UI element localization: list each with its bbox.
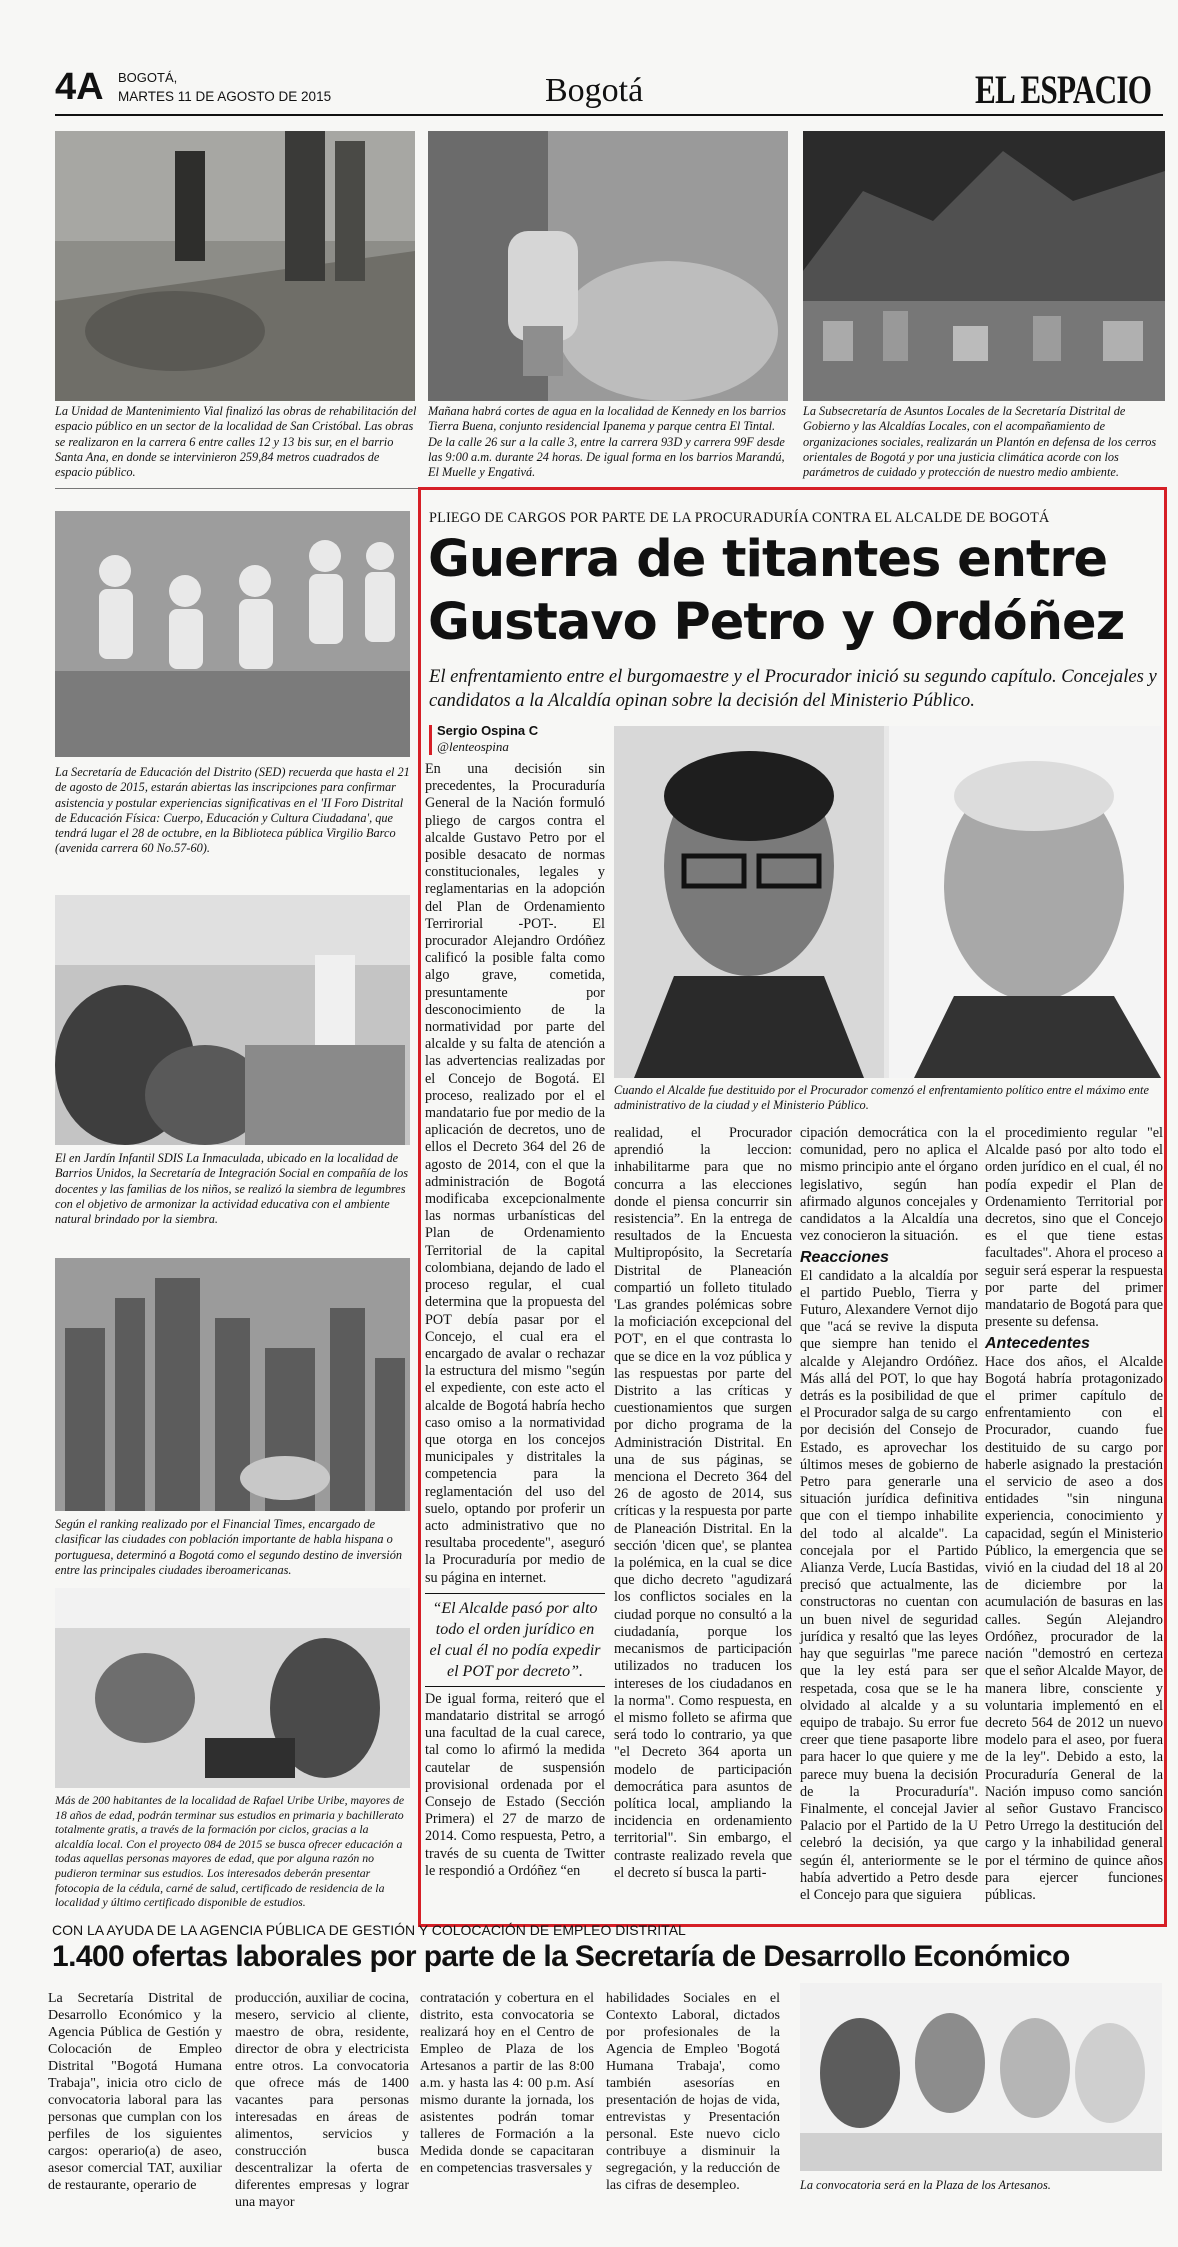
main-deck: El enfrentamiento entre el burgomaestre y el Procurador inició su segundo capítulo. Concejales y candidatos a la Alcaldía opinan sobre la decisión del Ministerio Público. <box>429 666 1157 711</box>
main-kicker: PLIEGO DE CARGOS POR PARTE DE LA PROCURADURÍA CONTRA EL ALCALDE DE BOGOTÁ <box>429 510 1050 526</box>
school-children-photo <box>55 511 410 757</box>
bottom-photo-caption: La convocatoria será en la Plaza de los Artesanos. <box>800 2178 1051 2192</box>
header-city: BOGOTÁ, <box>118 70 178 85</box>
reacciones-subhead: Reacciones <box>800 1249 889 1267</box>
main-headline-line1: Guerra de titantes entre <box>428 530 1108 589</box>
main-col-1 <box>425 761 605 1879</box>
bottom-col-4 <box>606 1990 780 2230</box>
main-col2-text: realidad, el Procurador aprendió la leccion: inhabilitarme para que no concurra a las elecciones donde el piensa concurrir sin resistencia”. En la entrega de resultados de la Encuesta Multipropósito, la Secretaría Distrital de Planeación compartió un folleto titulado 'Las grandes polémicas sobre la moficiación excepcional del POT', en el que contrasta lo que se dice en la voz pública y las respuestas por parte del Distrito a las críticas y cuestionamientos que surgen por dicho programa de la Administración Distrital. En una de sus páginas, se menciona el Decreto 364 del 26 de agosto de 2014, sus críticas y la respuesta por parte de Planeación Distrital. En la sección 'dicen que', se plantea la polémica, en la cual se dice que dicho decreto "agudizará los conflictos sociales en la ciudad porque no consultó a la ciudadanía, porque los mecanismos de participación utilizados no traducen los intereses de los ciudadanos en la norma". Como respuesta, en el mismo folleto se afirma que será todo lo contrario, ya que "el Decreto 364 aporta un modelo de participación democrática para asuntos de política local, ampliando la incidencia en ordenamiento territorial". Sin embargo, el contraste realizado revela que el decreto sí busca la parti- <box>614 1125 792 1881</box>
bottom-col-3 <box>420 1990 594 2230</box>
main-col4-text-b: Hace dos años, el Alcalde Bogotá habría protagonizado el primer capítulo de enfrentamiento con el Procurador, cuando fue destituido de su cargo por haberle asignado la prestación el servicio de aseo a dos entidades "sin ninguna experiencia, conocimiento y capacidad, según el Ministerio Público, la emergencia que se vivió en la ciudad del 18 al 20 de diciembre por la acumulación de basuras en las calles. Según Alejandro Ordóñez, procurador de la nación "demostró en certeza que el señor Alcalde Mayor, de manera libre, consciente y voluntaria implementó en el decreto 564 de 2012 un nuevo modelo para el aseo, por fuera de la ley". Debido a esto, la Procuraduría General de la Nación impuso como sanción al señor Gustavo Francisco Petro Urrego la destitución del cargo y la inhabilidad general por el término de quince años para ejercer funciones públicas. <box>985 1353 1163 1903</box>
bottom-col4-text: habilidades Sociales en el Contexto Laboral, dictados por profesionales de la Agencia de Empleo 'Bogotá Humana Trabaja', como también asesorías en presentación de hojas de vida, entrevistas y Presentación personal. Este nuevo ciclo contribuye a disminuir la segregación, y la reducción de las cifras de desempleo. <box>606 1991 780 2193</box>
byline-bar <box>429 725 432 755</box>
main-col1-end: De igual forma, reiteró que el mandatario distrital se arrogó una facultad de la cual carece, tal como lo afirmó la medida cautelar de suspensión provisional ordenada por el Consejo de Estado (Sección Primera) el 27 de marzo de 2014. Como respuesta, Petro, a través de su cuenta de Twitter le respondió a Ordóñez “en <box>425 1690 605 1879</box>
byline-author: Sergio Ospina C <box>437 723 539 738</box>
main-col-3 <box>800 1125 978 1920</box>
bottom-col3-text: contratación y cobertura en el distrito, esta convocatoria se realizará hoy en el Centro de Empleo de Plaza de los Artesanos a partir de las 8:00 a.m. y hasta las 4: 00 p.m. Así mismo durante la jornada, los asistentes podrán tomar talleres de Formación a la Medida donde se capacitaran en competencias trasversales y <box>420 1991 594 2176</box>
main-col4-text-a: el procedimiento regular "el Alcalde pasó por alto todo el orden jurídico en el cual, él no podía expedir el Plan de Ordenamiento Territorial por decretos, sino que el Concejo es el que tiene estas facultades". Ahora el proceso a seguir será esperar la respuesta por parte del primer mandatario de Bogotá para que presente su defensa. <box>985 1125 1163 1331</box>
main-col-2 <box>614 1125 792 1920</box>
main-col1-text: En una decisión sin precedentes, la Procuraduría General de la Nación formuló pliego de cargos contra el alcalde Gustavo Petro por el posible desacato de normas constitucionales, legales y reglamentarias en la adopción del Plan de Ordenamiento Terrirorial -POT-. El procurador Alejandro Ordóñez calificó la posible falta como algo grave, cometida, presuntamente por desconocimiento de la normatividad por parte del alcalde y su falta de atención a las advertencias realizadas por el Concejo de Bogotá. El proceso, realizado por el el mandatario fue por medio de la aplicación de decretos, uno de ellos el Decreto 364 del 26 de agosto de 2014, con el que la administración de Bogotá modificaba excepcionalmente las normas urbanísticas del Plan de Ordenamiento Territorial de la capital colombiana, dejando de lado el proceso regular, el cual determina que la propuesta del POT debía pasar por el Concejo, el cual era el encargado de avalar o rechazar la estructura del mismo "según el expediente, con este acto el alcalde de Bogotá habría hecho caso omiso a la normatividad que otorga en los concejos municipales y distritales la competencia para la reglamentación del uso del suelo, optando por proferir un acto administrativo que no resultaba procedente", aseguró la Procuraduría por medio de su página en internet. <box>425 761 605 1586</box>
bottom-col-2 <box>235 1990 409 2230</box>
bottom-col2-text: producción, auxiliar de cocina, mesero, servicio al cliente, maestro de obra, residente, director de obra y electricista entre otros. La convocatoria que ofrece más de 1400 vacantes para personas interesadas en áreas de alimentos, servicios y construcción busca descentralizar la oferta de diferentes empresas y lograr una mayor <box>235 1991 409 2210</box>
bottom-col1-text: La Secretaría Distrital de Desarrollo Económico y la Agencia Pública de Gestión y Colocación de Empleo Distrital "Bogotá Humana Trabaja", inicia otro ciclo de convocatoria laboral para las personas que cumplan con los perfiles de los siguientes cargos: operario(a) de aseo, asesor comercial TAT, auxiliar de restaurante, operario de <box>48 1991 222 2193</box>
left-caption-4: Más de 200 habitantes de la localidad de Rafael Uribe Uribe, mayores de 18 años de edad, podrán terminar sus estudios en primaria y bachillerato totalmente gratis, a través de la formación por ciclos, gracias a la alcaldía local. Con el proyecto 084 de 2015 se busca ofrecer educación a todas aquellas personas mayores de edad, que por alguna razón no pudieron terminar sus estudios. Los interesados deberán presentar fotocopia de la cédula, carné de salud, certificado de residencia de la localidad y último certificado disponible de estudios. <box>55 1793 405 1910</box>
road-works-photo <box>55 131 415 401</box>
pull-quote: “El Alcalde pasó por alto todo el orden jurídico en el cual él no podía expedir el POT por decreto”. <box>429 1599 601 1680</box>
byline-handle: @lenteospina <box>437 739 509 754</box>
top-caption-2: Mañana habrá cortes de agua en la localidad de Kennedy en los barrios Tierra Buena, conjunto residencial Ipanema y parque centra El Tintal. De la calle 26 sur a la calle 3, entre la carrera 93D y carrera 99F desde las 9:00 a.m. durante 24 horas. De igual forma en los barrios Marandú, El Muelle y Engativá. <box>428 404 786 480</box>
page-number: 4A <box>55 66 104 108</box>
job-seekers-photo <box>800 1983 1162 2171</box>
header-date: MARTES 11 DE AGOSTO DE 2015 <box>118 89 332 104</box>
pull-quote-rule-bottom <box>425 1686 605 1687</box>
bottom-col-1 <box>48 1990 222 2230</box>
page-header <box>55 62 1165 118</box>
masthead-logo: EL ESPACIO <box>975 67 1152 112</box>
main-photo-caption: Cuando el Alcalde fue destituido por el Procurador comenzó el enfrentamiento político entre el máximo ente administrativo de la ciudad y el Ministerio Público. <box>614 1083 1149 1113</box>
garden-photo <box>55 895 410 1145</box>
main-col-4 <box>985 1125 1163 1920</box>
bottom-headline: 1.400 ofertas laborales por parte de la Secretaría de Desarrollo Económico <box>52 1940 1070 1973</box>
left-caption-1: La Secretaría de Educación del Distrito (SED) recuerda que hasta el 21 de agosto de 2015, estarán abiertas las inscripciones para confirmar asistencia y postular experiencias significativas en el 'II Foro Distrital de Educación Física: Cuerpo, Educación y Cultura Ciudadana', que tendrá lugar el 28 de octubre, en la Biblioteca pública Virgilio Barco (avenida carrera 60 No.57-60). <box>55 765 410 856</box>
main-col3-text-b: El candidato a la alcaldía por el partido Pueblo, Tierra y Futuro, Alexandere Vernot dijo que "acá se revive la disputa que siempre han tenido el alcalde y Alejandro Ordóñez. Más allá del POT, lo que hay detrás es la posibilidad de que el Procurador salga de su cargo por decisión del Consejo de Estado, es aprovechar los últimos meses de gobierno de Petro para generarle una situación jurídica definitiva que con el tiempo inhabilite del todo al alcalde". La concejala por el Partido Alianza Verde, Lucía Bastidas, precisó que actualmente, las constructoras no cuentan con un buen nivel de seguridad jurídica y resaltó que las leyes hay que seguirlas "me parece que la ley está para ser respetada, cosa que se le ha olvidado al alcalde y a su equipo de trabajo. Su error fue creer que tiene pasaporte libre para hacer lo que quiere y me parece muy buena la decisión de la Procuraduría". Finalmente, el concejal Javier Palacio por el Partido de la U celebró la decisión, ya que según él, anteriormente se le había advertido a Petro desde el Concejo para que siguiera <box>800 1267 978 1903</box>
city-skyline-photo <box>55 1258 410 1511</box>
pull-quote-rule-top <box>425 1593 605 1594</box>
left-caption-2: El en Jardín Infantil SDIS La Inmaculada, ubicado en la localidad de Barrios Unidos, la Secretaría de Integración Social en compañía de los docentes y las familias de los niños, se realizó la siembra de legumbres con el objetivo de armonizar la actividad educativa con el ambiente natural brindado por la siembra. <box>55 1151 409 1227</box>
students-laptop-photo <box>55 1588 410 1788</box>
water-tap-photo <box>428 131 788 401</box>
petro-ordonez-photo <box>614 726 1161 1078</box>
top-caption-1: La Unidad de Mantenimiento Vial finalizó las obras de rehabilitación del espacio público en un sector de la localidad de San Cristóbal. Las obras se realizaron en la carrera 6 entre calles 12 y 13 bis sur, en el barrio Santa Ana, en donde se intervinieron 259,84 metros cuadrados de espacio público. <box>55 404 417 480</box>
header-rule <box>55 114 1163 116</box>
main-col3-text-a: cipación democrática con la comunidad, pero no aplica el mismo principio ante el órgano legislativo, según han afirmado algunos concejales y candidatos a la Alcaldía una vez conocieron la situación. <box>800 1125 978 1245</box>
bottom-kicker: CON LA AYUDA DE LA AGENCIA PÚBLICA DE GESTIÓN Y COLOCACIÓN DE EMPLEO DISTRITAL <box>52 1922 686 1938</box>
antecedentes-subhead: Antecedentes <box>985 1335 1090 1353</box>
left-caption-3: Según el ranking realizado por el Financial Times, encargado de clasificar las ciudades con población importante de habla hispana o portuguesa, determinó a Bogotá como el segundo destino de inversión entre las principales ciudades iberoamericanas. <box>55 1517 402 1577</box>
city-hills-photo <box>803 131 1165 401</box>
section-title: Bogotá <box>545 72 644 109</box>
top-caption-3: La Subsecretaría de Asuntos Locales de la Secretaría Distrital de Gobierno y las Alcaldías Locales, con el acompañamiento de organizaciones sociales, realizarán un Plantón en defensa de los cerros orientales de Bogotá y por una justicia climática acorde con los parámetros de cuidado y protección de nuestro medio ambiente. <box>803 404 1157 480</box>
main-headline-line2: Gustavo Petro y Ordóñez <box>428 593 1125 652</box>
